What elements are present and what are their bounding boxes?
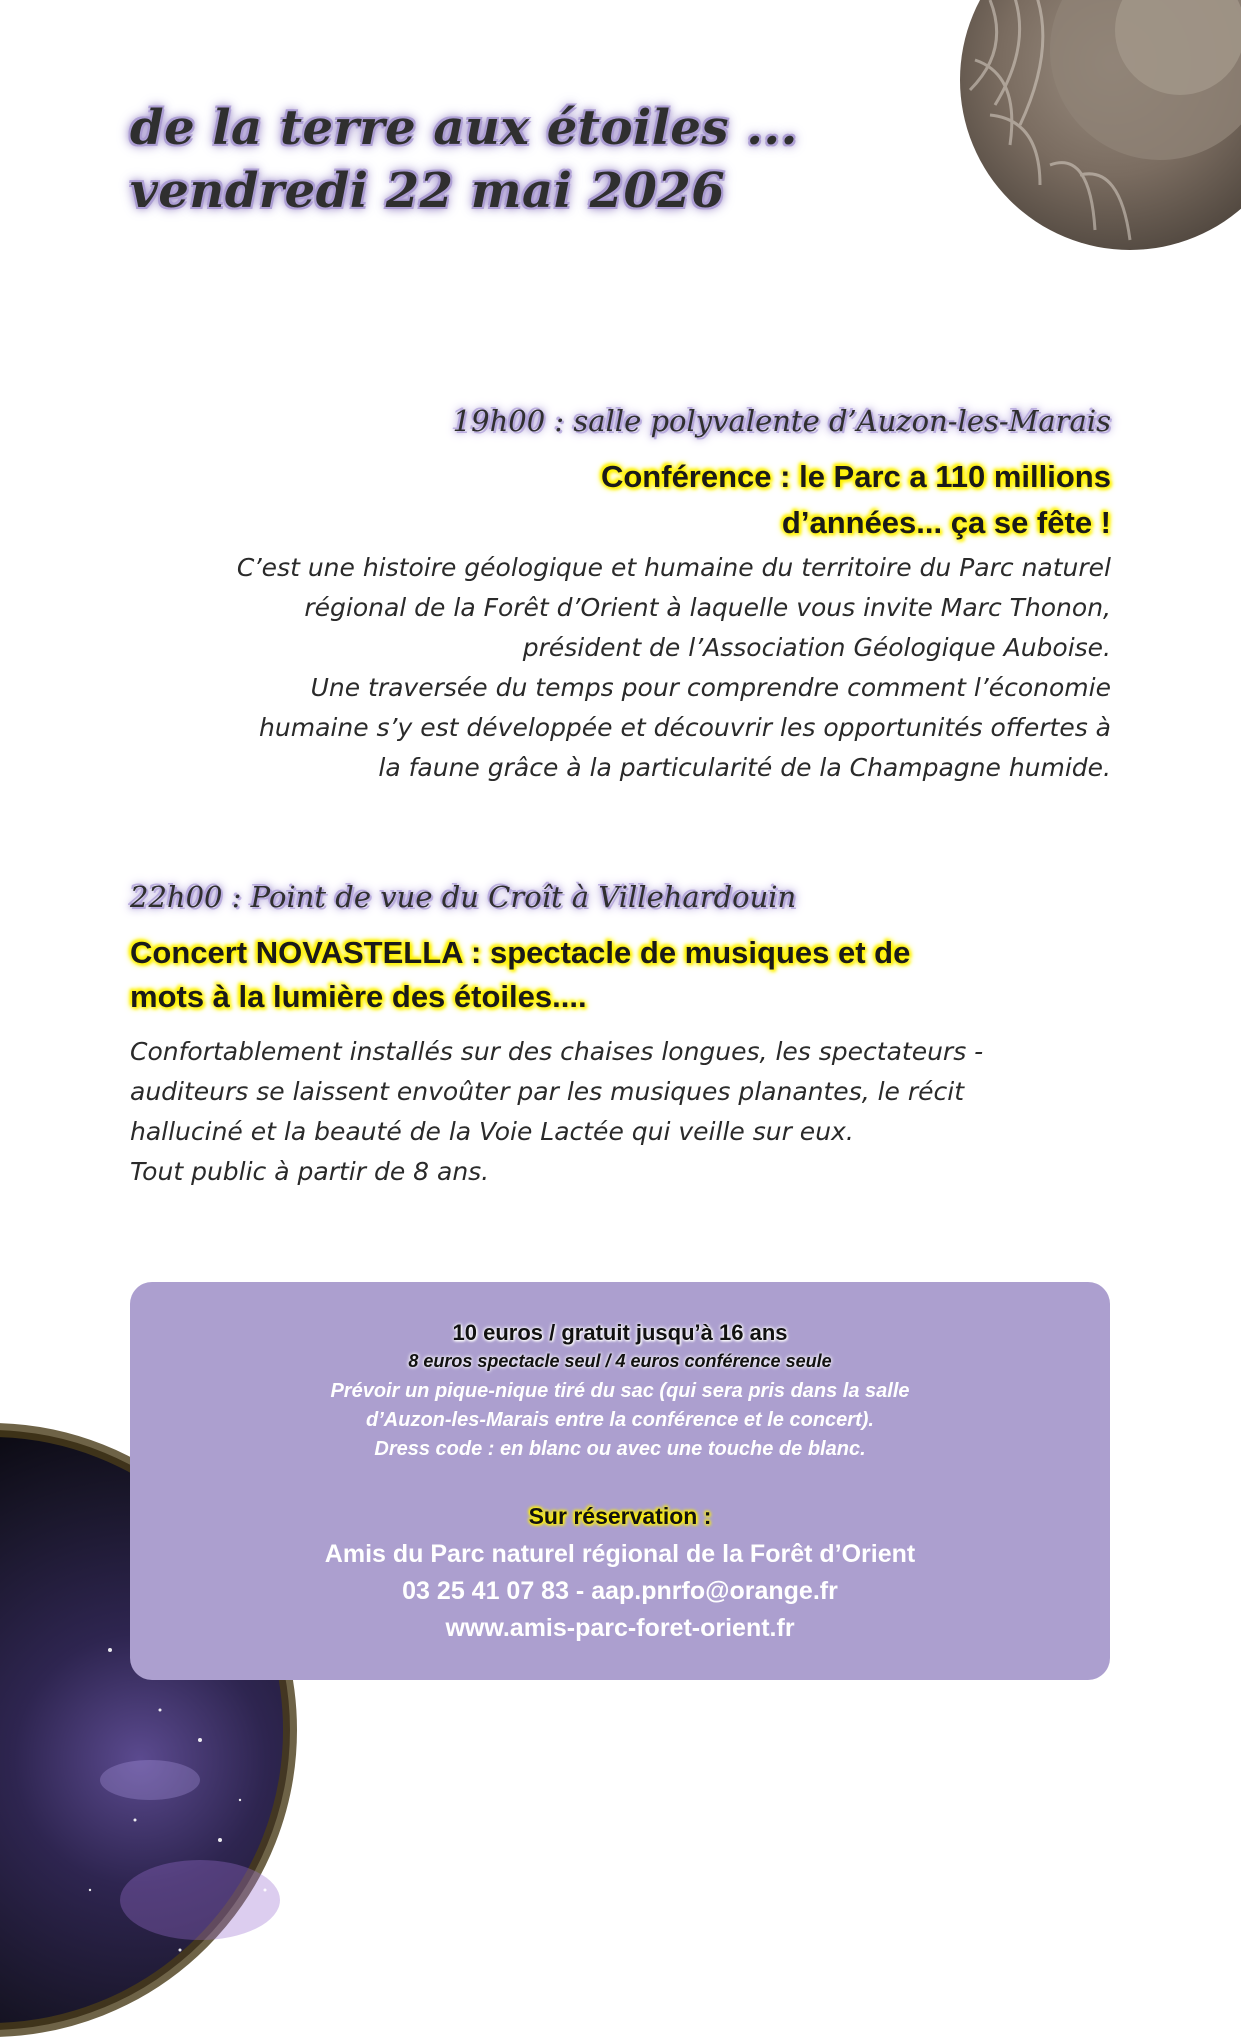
contact-info: 03 25 41 07 83 - aap.pnrfo@orange.fr <box>402 1577 838 1605</box>
conference-description-line: président de l’Association Géologique Auboise. <box>522 633 1111 662</box>
conference-description-line: Une traversée du temps pour comprendre comment l’économie <box>310 673 1111 702</box>
conference-description-line: C’est une histoire géologique et humaine du territoire du Parc naturel <box>236 553 1111 582</box>
concert-description-line: auditeurs se laissent envoûter par les musiques planantes, le récit <box>130 1077 965 1106</box>
price-main: 10 euros / gratuit jusqu’à 16 ans <box>452 1320 788 1345</box>
page-title: de la terre aux étoiles ... <box>130 100 798 156</box>
picnic-note-line2: d’Auzon-les-Marais entre la conférence et le concert). <box>366 1409 874 1431</box>
concert-time-place: 22h00 : Point de vue du Croît à Villehardouin <box>130 880 797 914</box>
concert-description-line: halluciné et la beauté de la Voie Lactée qui veille sur eux. <box>130 1117 854 1146</box>
website-link: www.amis-parc-foret-orient.fr <box>445 1614 795 1642</box>
conference-time-place: 19h00 : salle polyvalente d’Auzon-les-Marais <box>452 404 1111 438</box>
conference-description-line: la faune grâce à la particularité de la Champagne humide. <box>378 753 1111 782</box>
conference-description-line: humaine s’y est développée et découvrir les opportunités offertes à <box>259 713 1111 742</box>
concert-description-line: Confortablement installés sur des chaises longues, les spectateurs - <box>130 1037 984 1066</box>
concert-title-line2: mots à la lumière des étoiles.... <box>130 979 587 1014</box>
conference-description <box>237 548 1111 788</box>
conference-title-line2: d’années... ça se fête ! <box>781 505 1111 540</box>
conference-title-line1: Conférence : le Parc a 110 millions <box>600 459 1111 494</box>
dress-code: Dress code : en blanc ou avec une touche de blanc. <box>374 1438 866 1460</box>
concert-title-line1: Concert NOVASTELLA : spectacle de musiques et de <box>130 935 911 970</box>
event-date: vendredi 22 mai 2026 <box>130 163 726 219</box>
concert-description-line: Tout public à partir de 8 ans. <box>130 1157 490 1186</box>
ammonite-fossil-image <box>930 0 1241 300</box>
reservation-label: Sur réservation : <box>528 1503 712 1529</box>
conference-description-line: régional de la Forêt d’Orient à laquelle vous invite Marc Thonon, <box>304 593 1111 622</box>
organization-name: Amis du Parc naturel régional de la Forêt d’Orient <box>324 1540 916 1568</box>
picnic-note-line1: Prévoir un pique-nique tiré du sac (qui sera pris dans la salle <box>330 1380 910 1402</box>
concert-description <box>130 1032 983 1192</box>
price-sub: 8 euros spectacle seul / 4 euros conférence seule <box>408 1351 832 1371</box>
